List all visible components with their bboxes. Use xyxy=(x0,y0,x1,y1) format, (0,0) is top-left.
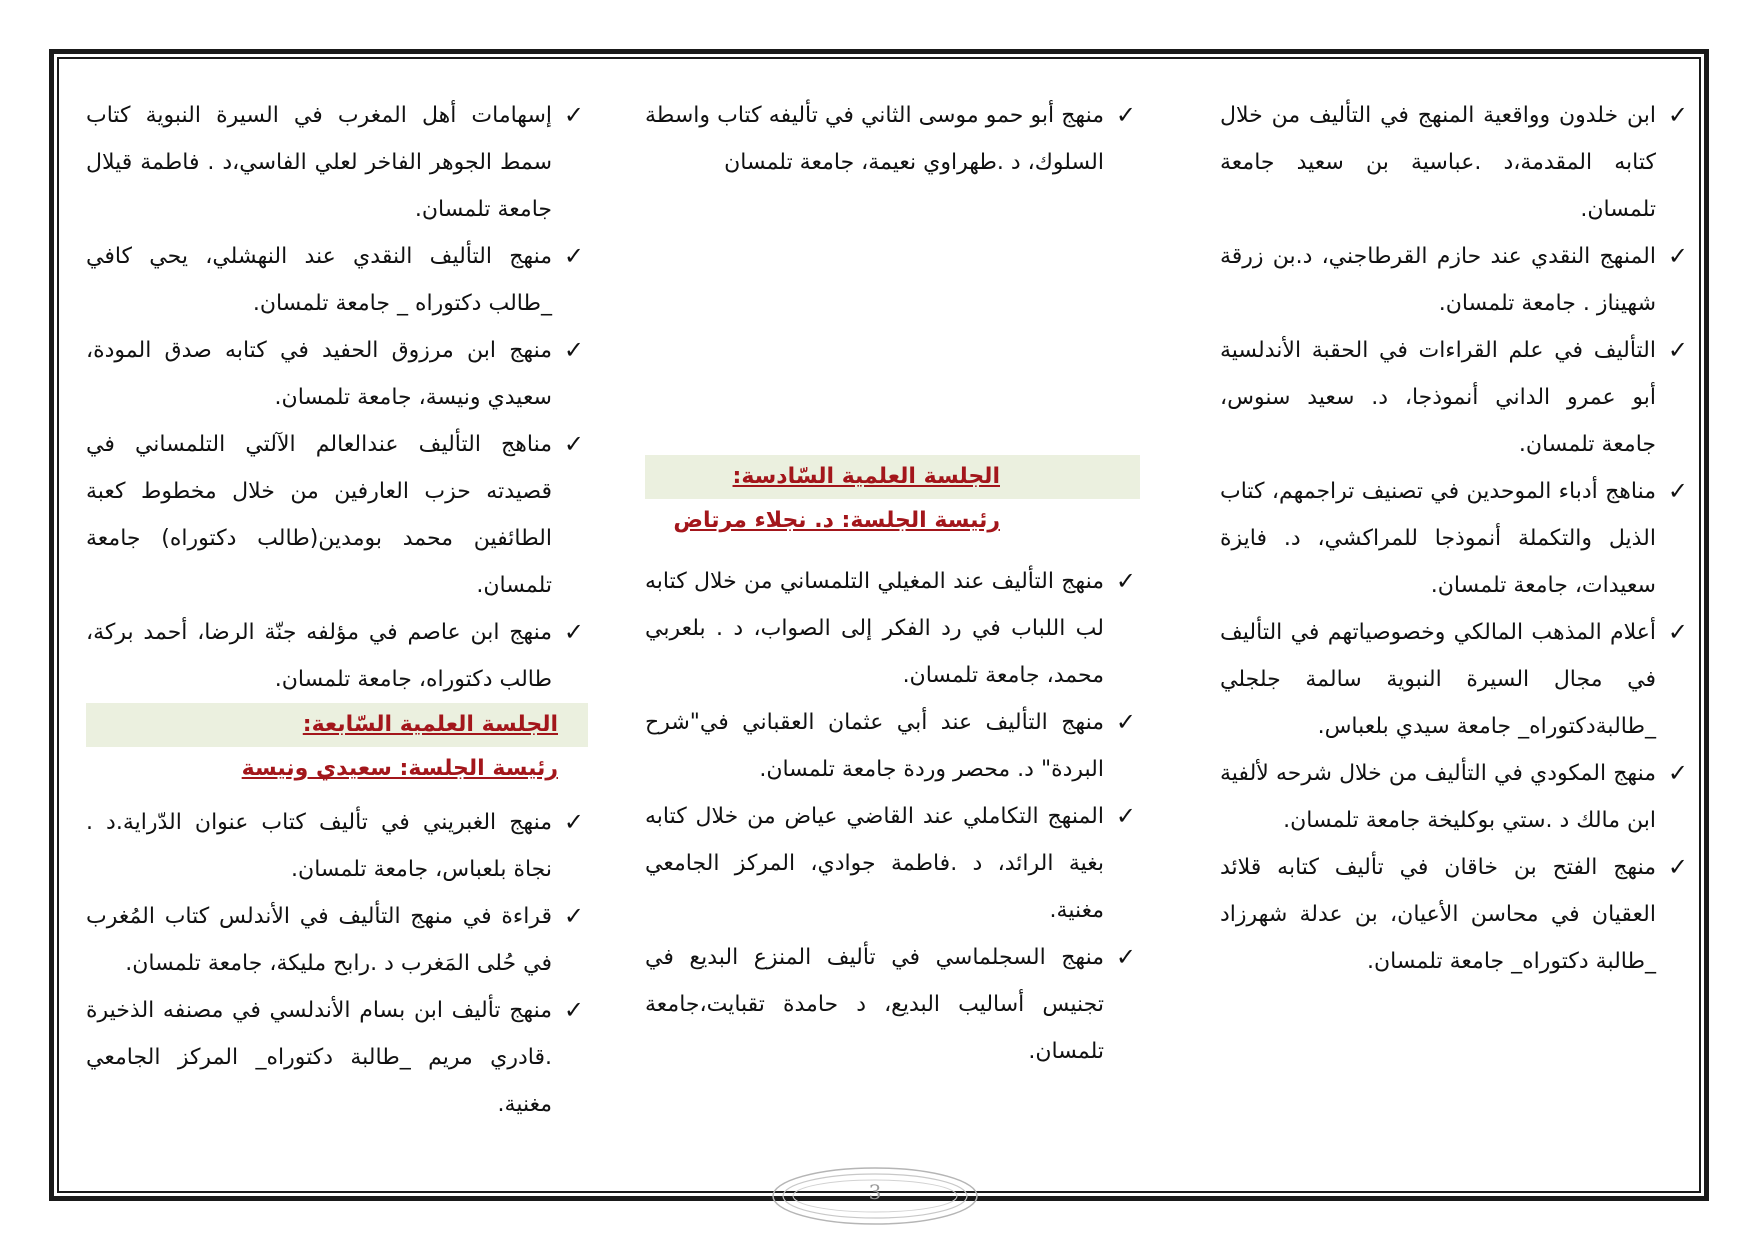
page-number: 3 xyxy=(868,1180,882,1204)
session-title-bar xyxy=(645,455,1140,499)
check-icon: ✓ xyxy=(1667,101,1688,129)
list-item: ✓ منهج الفتح بن خاقان في تأليف كتابه قلائد العقيان في محاسن الأعيان، بن عدلة شهرزاد _طالبة دكتوراه_ جامعة تلمسان. xyxy=(1220,844,1692,985)
list-item: ✓ منهج التأليف عند أبي عثمان العقباني في"شرح البردة" د. محصر وردة جامعة تلمسان. xyxy=(645,699,1140,793)
session-header-sixth xyxy=(645,455,1140,543)
session-chair: رئيسة الجلسة: سعيدي ونيسة xyxy=(241,756,558,781)
list-item: ✓ المنهج النقدي عند حازم القرطاجني، د.بن زرقة شهيناز . جامعة تلمسان. xyxy=(1220,233,1692,327)
check-icon: ✓ xyxy=(1667,336,1688,364)
list-item: ✓ منهج أبو حمو موسى الثاني في تأليفه كتاب واسطة السلوك، د .طهراوي نعيمة، جامعة تلمسان xyxy=(645,92,1140,186)
list-item: ✓ منهج الغبريني في تأليف كتاب عنوان الدّراية.د . نجاة بلعباس، جامعة تلمسان. xyxy=(86,799,588,893)
list-item: ✓ منهج التأليف عند المغيلي التلمساني من خلال كتابه لب اللباب في رد الفكر إلى الصواب، د . بلعربي محمد، جامعة تلمسان. xyxy=(645,558,1140,699)
check-icon: ✓ xyxy=(563,336,584,364)
list-item: ✓ منهج المكودي في التأليف من خلال شرحه لألفية ابن مالك د .ستي بوكليخة جامعة تلمسان. xyxy=(1220,750,1692,844)
list-item: ✓ إسهامات أهل المغرب في السيرة النبوية كتاب سمط الجوهر الفاخر لعلي الفاسي،د . فاطمة قيلال جامعة تلمسان. xyxy=(86,92,588,233)
check-icon: ✓ xyxy=(1667,477,1688,505)
item-list xyxy=(645,92,1140,186)
check-icon: ✓ xyxy=(1667,853,1688,881)
check-icon: ✓ xyxy=(1115,708,1136,736)
session-title: الجلسة العلمية السّابعة: xyxy=(302,712,558,737)
column-middle-lower xyxy=(645,558,1140,1075)
list-item: ✓ المنهج التكاملي عند القاضي عياض من خلال كتابه بغية الرائد، د .فاطمة جوادي، المركز الجامعي مغنية. xyxy=(645,793,1140,934)
check-icon: ✓ xyxy=(1667,618,1688,646)
check-icon: ✓ xyxy=(563,618,584,646)
list-item: ✓ منهج التأليف النقدي عند النهشلي، يحي كافي _طالب دكتوراه _ جامعة تلمسان. xyxy=(86,233,588,327)
check-icon: ✓ xyxy=(563,430,584,458)
list-item: ✓ منهج السجلماسي في تأليف المنزع البديع في تجنيس أساليب البديع، د حامدة تقبايت،جامعة تلمسان. xyxy=(645,934,1140,1075)
column-middle xyxy=(645,92,1140,186)
list-item: ✓ قراءة في منهج التأليف في الأندلس كتاب المُغرب في حُلى المَغرب د .رابح مليكة، جامعة تلمسان. xyxy=(86,893,588,987)
check-icon: ✓ xyxy=(1667,759,1688,787)
column-left xyxy=(86,92,588,1128)
check-icon: ✓ xyxy=(563,101,584,129)
item-list xyxy=(645,558,1140,1075)
list-item: ✓ أعلام المذهب المالكي وخصوصياتهم في التأليف في مجال السيرة النبوية سالمة جلجلي _طالبةدكتوراه_ جامعة سيدي بلعباس. xyxy=(1220,609,1692,750)
session-chair: رئيسة الجلسة: د. نجلاء مرتاض xyxy=(673,508,1000,533)
list-item: ✓ مناهج أدباء الموحدين في تصنيف تراجمهم، كتاب الذيل والتكملة أنموذجا للمراكشي، د. فايزة سعيدات، جامعة تلمسان. xyxy=(1220,468,1692,609)
list-item: ✓ مناهج التأليف عندالعالم الآلتي التلمساني في قصيدته حزب العارفين من خلال مخطوط كعبة الطائفين محمد بومدين(طالب دكتوراه) جامعة تلمسان. xyxy=(86,421,588,609)
item-list xyxy=(86,799,588,1128)
session-title-bar xyxy=(86,703,588,747)
item-list xyxy=(1220,92,1692,985)
column-right xyxy=(1220,92,1692,985)
session-header-seventh xyxy=(86,703,588,791)
check-icon: ✓ xyxy=(563,996,584,1024)
item-list xyxy=(86,92,588,703)
check-icon: ✓ xyxy=(1115,802,1136,830)
list-item: ✓ ابن خلدون وواقعية المنهج في التأليف من خلال كتابه المقدمة،د .عباسية بن سعيد جامعة تلمسان. xyxy=(1220,92,1692,233)
check-icon: ✓ xyxy=(1667,242,1688,270)
list-item: ✓ منهج تأليف ابن بسام الأندلسي في مصنفه الذخيرة .قادري مريم _طالبة دكتوراه_ المركز الجامعي مغنية. xyxy=(86,987,588,1128)
check-icon: ✓ xyxy=(563,242,584,270)
check-icon: ✓ xyxy=(563,902,584,930)
check-icon: ✓ xyxy=(1115,101,1136,129)
check-icon: ✓ xyxy=(563,808,584,836)
check-icon: ✓ xyxy=(1115,943,1136,971)
session-title: الجلسة العلمية السّادسة: xyxy=(732,464,1000,489)
check-icon: ✓ xyxy=(1115,567,1136,595)
list-item: ✓ منهج ابن عاصم في مؤلفه جنّة الرضا، أحمد بركة، طالب دكتوراه، جامعة تلمسان. xyxy=(86,609,588,703)
list-item: ✓ التأليف في علم القراءات في الحقبة الأندلسية أبو عمرو الداني أنموذجا، د. سعيد سنوس، جامعة تلمسان. xyxy=(1220,327,1692,468)
list-item: ✓ منهج ابن مرزوق الحفيد في كتابه صدق المودة، سعيدي ونيسة، جامعة تلمسان. xyxy=(86,327,588,421)
